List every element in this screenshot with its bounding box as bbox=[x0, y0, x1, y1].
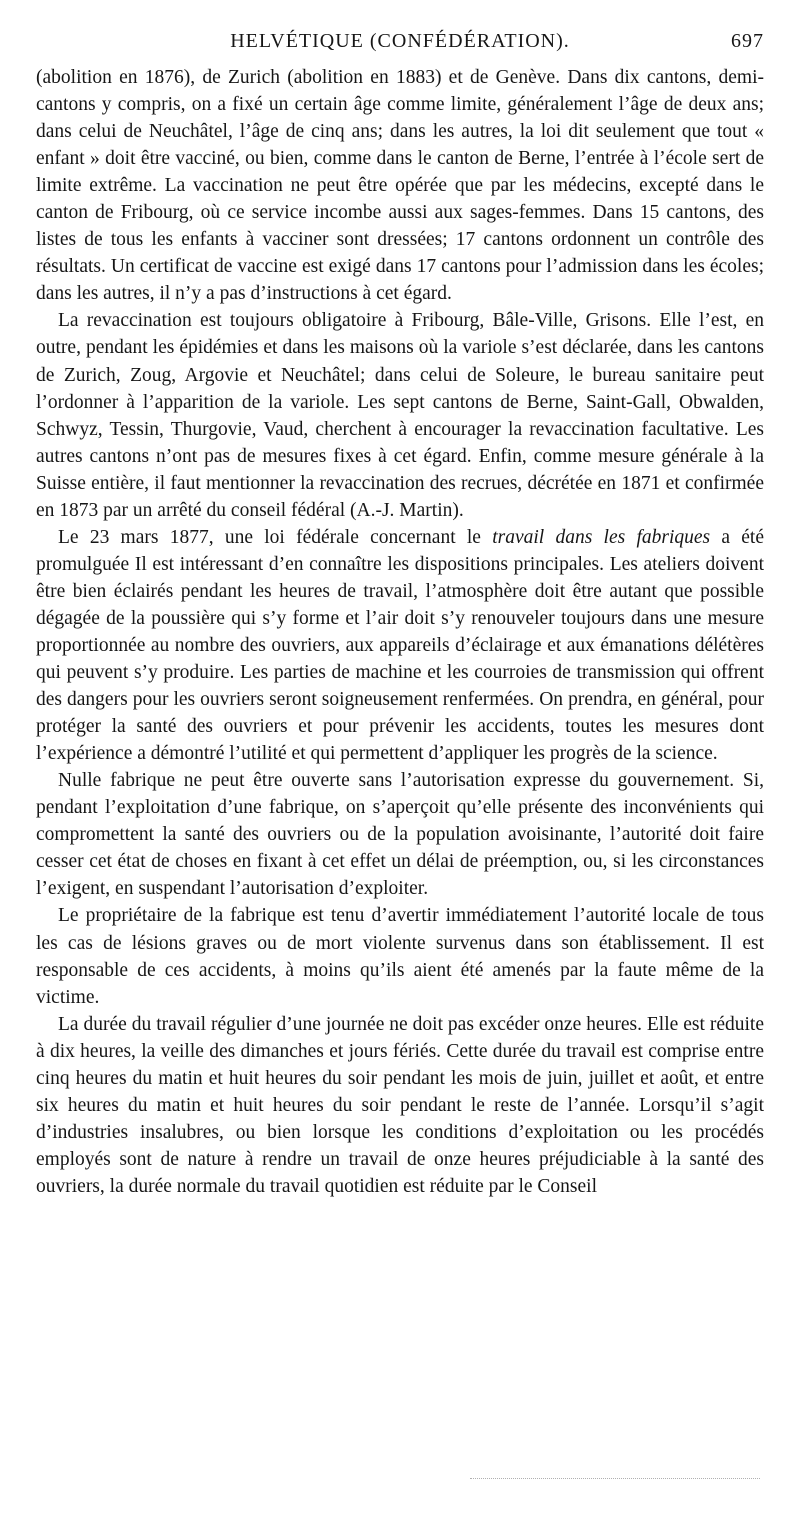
paragraph-authorisation: Nulle fabrique ne peut être ouverte sans l’autorisation expresse du gouvernement. Si, pendant l’exploitation d’une fabrique, on s’aperçoit qu’elle présente des inconvénients qui compromettent la santé des ouvriers ou de la population avoisinante, l’autorité doit faire cesser cet état de choses en fixant à cet effet un délai de préemption, ou, si les circonstances l’exigent, en suspendant l’autorisation d’exploiter. bbox=[36, 770, 764, 900]
page-number: 697 bbox=[731, 30, 764, 52]
running-title: HELVÉTIQUE (CONFÉDÉRATION). bbox=[230, 30, 570, 52]
paragraph-accidents: Le propriétaire de la fabrique est tenu d’avertir immédiatement l’autorité locale de tous les cas de lésions graves ou de mort violente survenus dans son établissement. Il est responsable de ces accidents, à moins qu’ils aient été amenés par la faute même de la victime. bbox=[36, 905, 764, 1008]
paragraph-factory-law bbox=[36, 524, 764, 767]
running-head bbox=[36, 30, 764, 64]
paragraph-working-hours: La durée du travail régulier d’une journée ne doit pas excéder onze heures. Elle est réduite à dix heures, la veille des dimanches et jours fériés. Cette durée du travail est comprise entre cinq heures du matin et huit heures du soir pendant les mois de juin, juillet et août, et entre six heures du matin et huit heures du soir pendant le reste de l’année. Lorsqu’il s’agit d’industries insalubres, ou bien lorsque les conditions d’exploitation ou les procédés employés sont de nature à rendre un travail de onze heures préjudiciable à la santé des ouvriers, la durée normale du travail quotidien est réduite par le Conseil bbox=[36, 1013, 764, 1197]
bottom-dotted-rule bbox=[470, 1478, 760, 1479]
book-page bbox=[36, 30, 764, 1200]
factory-law-italic-term: travail dans les fabriques bbox=[492, 526, 711, 548]
paragraph-vaccination-continued: (abolition en 1876), de Zurich (abolition en 1883) et de Genève. Dans dix cantons, demi-cantons y compris, on a fixé un certain âge comme limite, généralement l’âge de deux ans; dans celui de Neuchâtel, l’âge de cinq ans; dans les autres, la loi dit seulement que tout « enfant » doit être vacciné, ou bien, comme dans le canton de Berne, l’entrée à l’école sert de limite extrême. La vaccination ne peut être opérée que par les médecins, excepté dans le canton de Fribourg, où ce service incombe aussi aux sages-femmes. Dans 15 cantons, des listes de tous les enfants à vacciner sont dressées; 17 cantons ordonnent un contrôle des résultats. Un certificat de vaccine est exigé dans 17 cantons pour l’admission dans les écoles; dans les autres, il n’y a pas d’instructions à cet égard. bbox=[36, 67, 764, 305]
paragraph-revaccination: La revaccination est toujours obligatoire à Fribourg, Bâle-Ville, Grisons. Elle l’est, en outre, pendant les épidémies et dans les maisons où la variole s’est déclarée, dans les cantons de Zurich, Zoug, Argovie et Neuchâtel; dans celui de Soleure, le bureau sanitaire peut l’ordonner à l’apparition de la variole. Les sept cantons de Berne, Saint-Gall, Obwalden, Schwyz, Tessin, Thurgovie, Vaud, cherchent à encourager la revaccination facultative. Les autres cantons n’ont pas de mesures fixes à cet égard. Enfin, comme mesure générale à la Suisse entière, il faut mentionner la revaccination des recrues, décrétée en 1871 et confirmée en 1873 par un arrêté du conseil fédéral (A.-J. Martin). bbox=[36, 310, 764, 521]
body-text bbox=[36, 64, 764, 1200]
factory-law-text-rest: a été promulguée Il est intéressant d’en connaître les dispositions principales. Les ateliers doivent être bien éclairés pendant les heures de travail, l’atmosphère doit être autant que possible dégagée de la poussière qui s’y forme et l’air doit s’y renouveler toujours dans une mesure proportionnée au nombre des ouvriers, aux appareils d’éclairage et aux émanations délétères qui peuvent s’y produire. Les parties de machine et les courroies de transmission qui offrent des dangers pour les ouvriers seront soigneusement renfermées. On prendra, en général, pour protéger la santé des ouvriers et pour prévenir les accidents, toutes les mesures dont l’expérience a démontré l’utilité et qui permettent d’appliquer les progrès de la science. bbox=[36, 526, 765, 765]
factory-law-text-start: Le 23 mars 1877, une loi fédérale concernant le bbox=[58, 526, 493, 548]
